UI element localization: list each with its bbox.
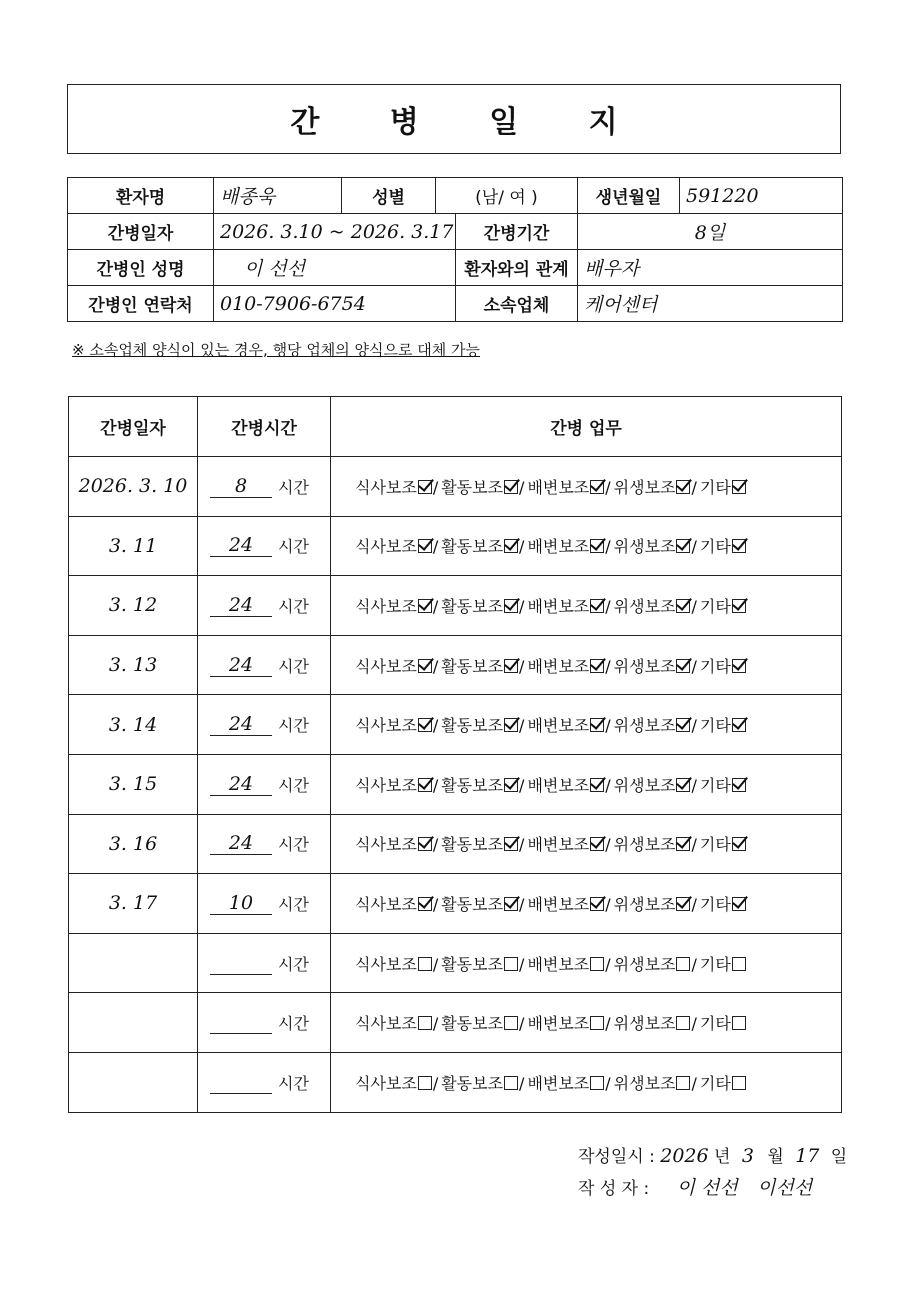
duty-separator: /: [519, 537, 525, 557]
duty-separator: /: [432, 894, 439, 914]
duty-checkbox[interactable]: [676, 957, 690, 971]
log-date: 2026. 3. 10: [78, 475, 188, 498]
day-unit: 일: [830, 1147, 848, 1167]
log-date: 3. 17: [108, 892, 158, 915]
contact-value: 010-7906-6754: [214, 286, 456, 322]
log-date: 3. 11: [108, 534, 158, 557]
duty-checkbox[interactable]: [590, 837, 604, 851]
patient-name-label: 환자명: [68, 178, 214, 214]
log-date-cell: [69, 874, 198, 934]
birth-label: 생년월일: [578, 178, 680, 214]
duty-separator: /: [605, 1014, 611, 1034]
duty-label: 활동보조: [441, 716, 504, 736]
duty-label: 위생보조: [613, 835, 676, 855]
duty-checkbox[interactable]: [732, 778, 746, 792]
duty-separator: /: [432, 1073, 439, 1093]
duty-checkbox[interactable]: [504, 718, 518, 732]
duty-separator: /: [605, 954, 611, 974]
duty-separator: /: [519, 477, 525, 497]
log-row: [69, 576, 842, 636]
duty-label: 위생보조: [613, 537, 676, 557]
log-duties-cell: [331, 933, 842, 993]
duty-separator: /: [691, 835, 697, 855]
duty-label: 기타: [699, 894, 731, 914]
duty-separator: /: [691, 537, 697, 557]
caregiver-name-value: 이 선선: [214, 250, 456, 286]
duty-separator: /: [605, 775, 611, 795]
duty-label: 기타: [699, 716, 731, 736]
duty-separator: /: [605, 596, 611, 616]
log-hours-cell: [198, 635, 331, 695]
gender-label: 성별: [342, 178, 436, 214]
duty-separator: /: [519, 835, 525, 855]
duty-checkbox[interactable]: [590, 659, 604, 673]
log-duties-cell: [331, 814, 842, 874]
log-date-cell: [69, 695, 198, 755]
duty-label: 기타: [699, 477, 731, 497]
duty-label: 배변보조: [527, 596, 590, 616]
log-duties-cell: [331, 695, 842, 755]
duty-separator: /: [519, 954, 525, 974]
duty-separator: /: [691, 596, 697, 616]
log-row: [69, 516, 842, 576]
duty-checkbox[interactable]: [504, 480, 518, 494]
duty-label: 배변보조: [527, 656, 590, 676]
duty-checkbox[interactable]: [418, 659, 432, 673]
log-date-cell: [69, 457, 198, 517]
log-row: [69, 754, 842, 814]
log-date: 3. 12: [108, 594, 158, 617]
duty-label: 식사보조: [355, 716, 417, 736]
duty-checkbox[interactable]: [590, 718, 604, 732]
duty-label: 위생보조: [613, 1073, 676, 1093]
written-day: 17: [795, 1145, 820, 1167]
log-header-duties: 간병 업무: [331, 397, 842, 457]
log-hours-value: 24: [228, 772, 254, 795]
duty-separator: /: [519, 656, 525, 676]
duty-label: 식사보조: [355, 894, 417, 914]
duty-separator: /: [432, 716, 439, 736]
log-hours-value: 24: [228, 713, 254, 736]
duty-checkbox[interactable]: [732, 837, 746, 851]
duty-label: 식사보조: [355, 537, 417, 557]
log-hours-cell: [198, 1052, 331, 1112]
caregiver-name-label: 간병인 성명: [68, 250, 214, 286]
author-row: [578, 1172, 847, 1204]
duty-separator: /: [691, 894, 697, 914]
duty-label: 위생보조: [613, 954, 676, 974]
duty-checkbox[interactable]: [732, 718, 746, 732]
duty-checkbox[interactable]: [590, 778, 604, 792]
duty-separator: /: [691, 477, 697, 497]
duty-checkbox[interactable]: [418, 539, 432, 553]
care-period-label: 간병기간: [456, 214, 578, 250]
written-date-row: [578, 1140, 847, 1172]
hours-blank: [210, 594, 272, 617]
hours-unit: 시간: [278, 656, 309, 676]
duty-label: 식사보조: [355, 656, 417, 676]
duty-separator: /: [519, 716, 525, 736]
duty-checkbox[interactable]: [504, 778, 518, 792]
written-month: 3: [741, 1145, 754, 1167]
duty-checkbox[interactable]: [676, 778, 690, 792]
duty-label: 활동보조: [441, 954, 504, 974]
duty-checkbox[interactable]: [418, 778, 432, 792]
log-date-cell: [69, 576, 198, 636]
duty-label: 배변보조: [527, 1073, 590, 1093]
duty-separator: /: [605, 835, 611, 855]
log-date: 3. 16: [108, 832, 158, 855]
hours-unit: 시간: [278, 596, 309, 616]
duty-label: 위생보조: [613, 477, 676, 497]
duty-label: 기타: [699, 596, 731, 616]
duty-separator: /: [432, 835, 439, 855]
duty-separator: /: [691, 775, 697, 795]
duty-checkbox[interactable]: [732, 599, 746, 613]
written-date-label: 작성일시 :: [578, 1147, 655, 1167]
log-hours-value: 8: [234, 474, 248, 497]
duty-separator: /: [432, 1014, 439, 1034]
duty-label: 식사보조: [355, 477, 417, 497]
log-hours-value: 24: [228, 832, 254, 855]
month-unit: 월: [767, 1147, 784, 1167]
duty-checkbox[interactable]: [732, 659, 746, 673]
duty-separator: /: [691, 1073, 697, 1093]
relation-label: 환자와의 관계: [456, 250, 578, 286]
hours-blank: [210, 654, 272, 677]
duty-label: 기타: [699, 1014, 731, 1034]
duty-label: 배변보조: [527, 954, 590, 974]
duty-separator: /: [432, 656, 439, 676]
duty-checkbox[interactable]: [418, 957, 432, 971]
log-hours-cell: [198, 814, 331, 874]
duty-label: 식사보조: [355, 775, 417, 795]
duty-checkbox[interactable]: [676, 1076, 690, 1090]
duty-checkbox[interactable]: [732, 480, 746, 494]
hours-blank: [210, 773, 272, 796]
duty-label: 식사보조: [355, 596, 417, 616]
duty-label: 활동보조: [441, 596, 504, 616]
duty-label: 활동보조: [441, 537, 504, 557]
log-rows: [69, 457, 842, 1113]
log-row: [69, 1052, 842, 1112]
duty-separator: /: [432, 477, 439, 497]
log-duties-cell: [331, 993, 842, 1053]
duty-checkbox[interactable]: [590, 1076, 604, 1090]
log-date: 3. 14: [108, 713, 158, 736]
duty-checkbox[interactable]: [590, 897, 604, 911]
log-header-date: 간병일자: [69, 397, 198, 457]
log-hours-cell: [198, 754, 331, 814]
duty-label: 활동보조: [441, 894, 504, 914]
duty-separator: /: [432, 596, 439, 616]
log-row: [69, 635, 842, 695]
care-period-value: 8일: [578, 214, 843, 250]
log-duties-cell: [331, 1052, 842, 1112]
hours-unit: 시간: [278, 1014, 309, 1034]
duty-label: 기타: [699, 775, 731, 795]
log-duties-cell: [331, 754, 842, 814]
author-label: 작 성 자 :: [578, 1179, 650, 1199]
duty-label: 위생보조: [613, 894, 676, 914]
duty-label: 기타: [699, 656, 731, 676]
duty-label: 위생보조: [613, 656, 676, 676]
log-hours-cell: [198, 933, 331, 993]
hours-unit: 시간: [278, 894, 309, 914]
duty-separator: /: [691, 656, 697, 676]
log-duties-cell: [331, 576, 842, 636]
hours-blank: [210, 1011, 272, 1034]
duty-checkbox[interactable]: [504, 599, 518, 613]
log-date: 3. 13: [108, 654, 158, 677]
duty-checkbox[interactable]: [590, 599, 604, 613]
hours-unit: 시간: [278, 716, 309, 736]
signature-block: [578, 1140, 847, 1204]
duty-label: 활동보조: [441, 1014, 504, 1034]
duty-label: 활동보조: [441, 656, 504, 676]
duty-checkbox[interactable]: [418, 1076, 432, 1090]
hours-unit: 시간: [278, 477, 309, 497]
log-row: [69, 874, 842, 934]
duty-checkbox[interactable]: [418, 480, 432, 494]
duty-label: 기타: [699, 835, 731, 855]
log-row: [69, 933, 842, 993]
duty-checkbox[interactable]: [504, 659, 518, 673]
agency-label: 소속업체: [456, 286, 578, 322]
duty-label: 식사보조: [355, 1014, 417, 1034]
duty-checkbox[interactable]: [504, 897, 518, 911]
duty-checkbox[interactable]: [676, 599, 690, 613]
hours-unit: 시간: [278, 775, 309, 795]
duty-label: 위생보조: [613, 716, 676, 736]
log-hours-value: 24: [228, 653, 254, 676]
year-unit: 년: [714, 1147, 731, 1167]
duty-checkbox[interactable]: [676, 659, 690, 673]
hours-unit: 시간: [278, 954, 309, 974]
author-name: 이 선선: [676, 1177, 738, 1199]
log-duties-cell: [331, 635, 842, 695]
duty-separator: /: [432, 775, 439, 795]
duty-label: 배변보조: [527, 477, 590, 497]
written-year: 2026: [660, 1145, 709, 1167]
duty-label: 기타: [699, 954, 731, 974]
duty-separator: /: [691, 716, 697, 736]
duty-separator: /: [519, 596, 525, 616]
care-date-value: 2026. 3.10 ~ 2026. 3.17: [214, 214, 456, 250]
duty-checkbox[interactable]: [418, 718, 432, 732]
log-duties-cell: [331, 457, 842, 517]
duty-separator: /: [605, 537, 611, 557]
duty-label: 식사보조: [355, 1073, 417, 1093]
duty-separator: /: [605, 477, 611, 497]
duty-checkbox[interactable]: [732, 539, 746, 553]
log-row: [69, 457, 842, 517]
duty-checkbox[interactable]: [590, 480, 604, 494]
log-duties-cell: [331, 516, 842, 576]
patient-name-value: 배종욱: [214, 178, 342, 214]
duty-checkbox[interactable]: [676, 837, 690, 851]
duty-checkbox[interactable]: [676, 897, 690, 911]
duty-label: 배변보조: [527, 775, 590, 795]
duty-separator: /: [605, 894, 611, 914]
duty-label: 배변보조: [527, 835, 590, 855]
duty-checkbox[interactable]: [676, 1016, 690, 1030]
log-date-cell: [69, 993, 198, 1053]
duty-separator: /: [519, 775, 525, 795]
duty-separator: /: [605, 656, 611, 676]
author-signature: 이선선: [757, 1177, 813, 1199]
duty-checkbox[interactable]: [504, 1016, 518, 1030]
duty-separator: /: [691, 1014, 697, 1034]
duty-checkbox[interactable]: [732, 957, 746, 971]
duty-separator: /: [519, 894, 525, 914]
duty-label: 활동보조: [441, 477, 504, 497]
agency-value: 케어센터: [578, 286, 843, 322]
hours-blank: [210, 952, 272, 975]
document-title: 간 병 일 지: [290, 105, 648, 140]
duty-separator: /: [605, 1073, 611, 1093]
duty-separator: /: [691, 954, 697, 974]
log-row: [69, 695, 842, 755]
log-hours-cell: [198, 576, 331, 636]
duty-label: 배변보조: [527, 1014, 590, 1034]
duty-checkbox[interactable]: [418, 1016, 432, 1030]
care-log-table: [68, 396, 842, 1113]
duty-checkbox[interactable]: [590, 957, 604, 971]
duty-checkbox[interactable]: [418, 837, 432, 851]
duty-checkbox[interactable]: [732, 1016, 746, 1030]
duty-checkbox[interactable]: [504, 1076, 518, 1090]
duty-checkbox[interactable]: [504, 837, 518, 851]
patient-info-table: [67, 177, 843, 322]
log-date: 3. 15: [108, 773, 158, 796]
relation-value: 배우자: [578, 250, 843, 286]
duty-label: 활동보조: [441, 1073, 504, 1093]
contact-label: 간병인 연락처: [68, 286, 214, 322]
hours-blank: [210, 475, 272, 498]
duty-label: 활동보조: [441, 835, 504, 855]
log-hours-value: 24: [228, 593, 254, 616]
log-row: [69, 814, 842, 874]
duty-checkbox[interactable]: [590, 1016, 604, 1030]
gender-value: (남/ 여 ): [436, 178, 578, 214]
hours-blank: [210, 713, 272, 736]
duty-separator: /: [519, 1014, 525, 1034]
duty-checkbox[interactable]: [418, 599, 432, 613]
duty-separator: /: [432, 537, 439, 557]
duty-checkbox[interactable]: [676, 539, 690, 553]
hours-blank: [210, 534, 272, 557]
log-date-cell: [69, 635, 198, 695]
hours-unit: 시간: [278, 537, 309, 557]
log-date-cell: [69, 754, 198, 814]
log-hours-value: 24: [228, 534, 254, 557]
log-hours-cell: [198, 516, 331, 576]
duty-separator: /: [605, 716, 611, 736]
duty-checkbox[interactable]: [676, 480, 690, 494]
log-duties-cell: [331, 874, 842, 934]
duty-label: 배변보조: [527, 894, 590, 914]
duty-separator: /: [432, 954, 439, 974]
duty-checkbox[interactable]: [676, 718, 690, 732]
duty-label: 위생보조: [613, 1014, 676, 1034]
duty-checkbox[interactable]: [504, 957, 518, 971]
form-note: ※ 소속업체 양식이 있는 경우, 행당 업체의 양식으로 대체 가능: [72, 341, 481, 359]
duty-checkbox[interactable]: [418, 897, 432, 911]
duty-label: 식사보조: [355, 835, 417, 855]
duty-label: 기타: [699, 1073, 731, 1093]
log-row: [69, 993, 842, 1053]
log-date-cell: [69, 933, 198, 993]
hours-blank: [210, 832, 272, 855]
duty-label: 위생보조: [613, 596, 676, 616]
duty-separator: /: [519, 1073, 525, 1093]
duty-checkbox[interactable]: [590, 539, 604, 553]
duty-label: 기타: [699, 537, 731, 557]
document-title-box: [67, 84, 841, 154]
duty-checkbox[interactable]: [732, 897, 746, 911]
log-hours-cell: [198, 695, 331, 755]
duty-checkbox[interactable]: [504, 539, 518, 553]
log-date-cell: [69, 1052, 198, 1112]
birth-value: 591220: [680, 178, 843, 214]
duty-label: 식사보조: [355, 954, 417, 974]
log-hours-value: 10: [228, 891, 254, 914]
log-date-cell: [69, 814, 198, 874]
duty-checkbox[interactable]: [732, 1076, 746, 1090]
hours-unit: 시간: [278, 835, 309, 855]
log-header-hours: 간병시간: [198, 397, 331, 457]
log-hours-cell: [198, 993, 331, 1053]
duty-label: 활동보조: [441, 775, 504, 795]
duty-label: 위생보조: [613, 775, 676, 795]
duty-label: 배변보조: [527, 716, 590, 736]
care-date-label: 간병일자: [68, 214, 214, 250]
log-hours-cell: [198, 874, 331, 934]
hours-blank: [210, 1071, 272, 1094]
duty-label: 배변보조: [527, 537, 590, 557]
hours-blank: [210, 892, 272, 915]
hours-unit: 시간: [278, 1073, 309, 1093]
log-date-cell: [69, 516, 198, 576]
log-hours-cell: [198, 457, 331, 517]
